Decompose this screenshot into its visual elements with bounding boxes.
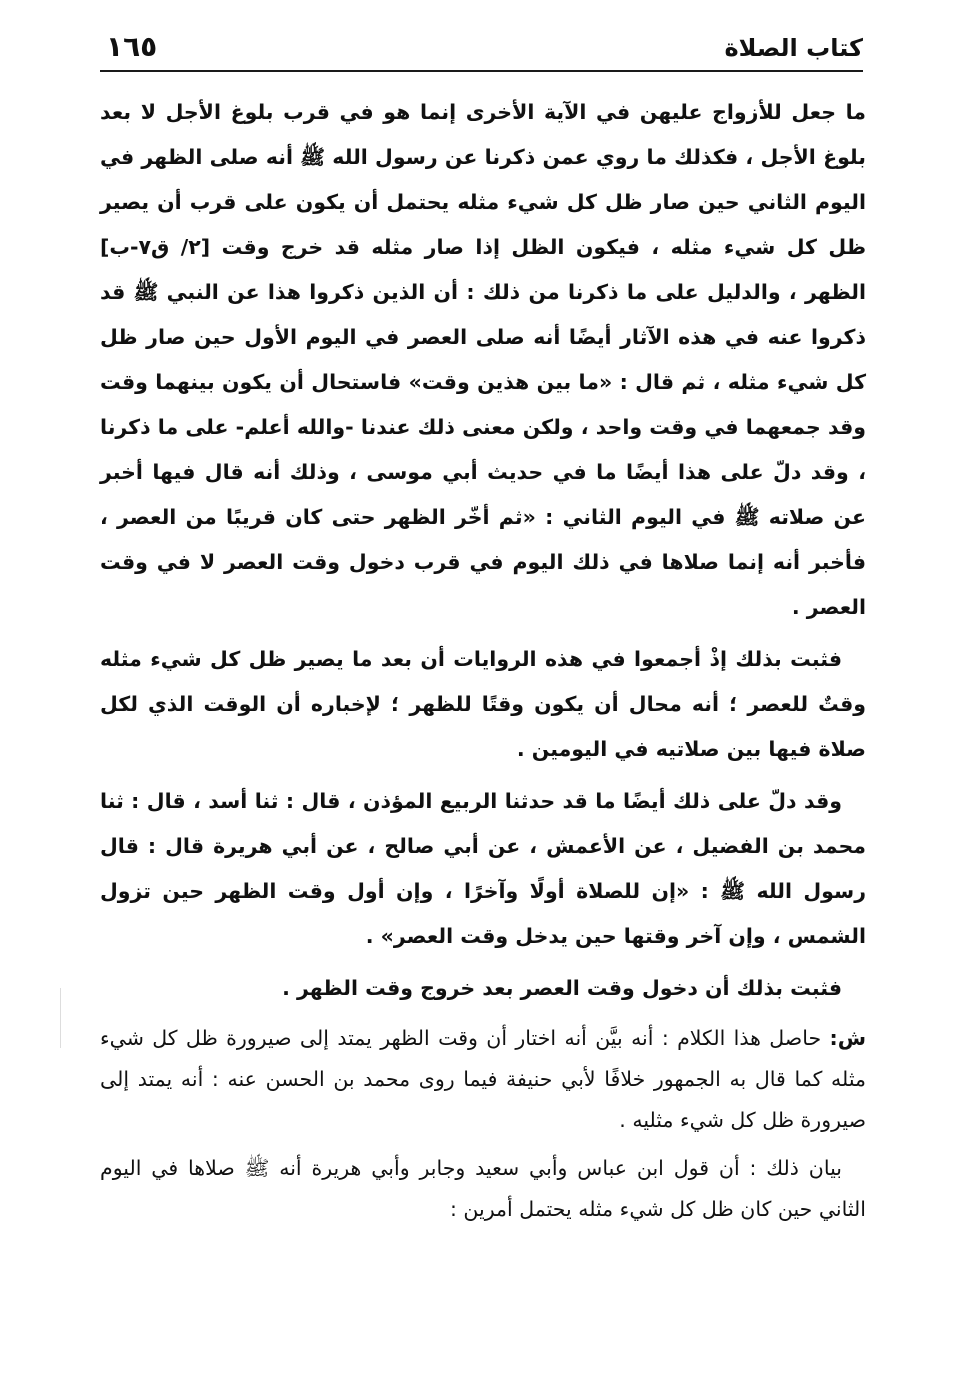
body-text <box>100 90 866 1237</box>
margin-mark <box>60 988 61 1048</box>
commentary-text: حاصل هذا الكلام : أنه بيَّن أنه اختار أن وقت الظهر يمتد إلى صيرورة ظل كل شيء مثله كما قال به الجمهور خلافًا لأبي حنيفة فيما روى محمد بن الحسن عنه : أنه يمتد إلى صيرورة ظل كل شيء مثليه . <box>100 1026 866 1132</box>
page-number: ١٦٥ <box>106 30 158 63</box>
paragraph-5 <box>100 1018 866 1141</box>
paragraph-6: بيان ذلك : أن قول ابن عباس وأبي سعيد وجابر وأبي هريرة أنه ﷺ صلاها في اليوم الثاني حين كان ظل كل شيء مثله يحتمل أمرين : <box>100 1156 866 1221</box>
paragraph-3: وقد دلّ على ذلك أيضًا ما قد حدثنا الربيع المؤذن ، قال : ثنا أسد ، قال : ثنا محمد بن الفضيل ، عن الأعمش ، عن أبي صالح ، عن أبي هريرة قال : قال رسول الله ﷺ : «إن للصلاة أولًا وآخرًا ، وإن أول وقت الظهر حين تزول الشمس ، وإن آخر وقتها حين يدخل وقت العصر» . <box>100 789 866 948</box>
paragraph-4: فثبت بذلك أن دخول وقت العصر بعد خروج وقت الظهر . <box>282 976 842 1000</box>
commentary-lead: ش: <box>829 1026 866 1050</box>
paragraph-2: فثبت بذلك إذْ أجمعوا في هذه الروايات أن بعد ما يصير ظل كل شيء مثله وقتٌ للعصر ؛ أنه محال أن يكون وقتًا للظهر ؛ لإخباره أن الوقت الذي لكل صلاة فيها بين صلاتيه في اليومين . <box>100 647 866 761</box>
paragraph-1: ما جعل للأزواج عليهن في الآية الأخرى إنما هو في قرب بلوغ الأجل لا بعد بلوغ الأجل ، فكذلك ما روي عمن ذكرنا عن رسول الله ﷺ أنه صلى الظهر في اليوم الثاني حين صار ظل كل شيء مثله يحتمل أن يكون على قرب أن يصير ظل كل شيء مثله ، فيكون الظل إذا صار مثله قد خرج وقت [٢/ ق٧-ب] الظهر ، والدليل على ما ذكرنا من ذلك : أن الذين ذكروا هذا عن النبي ﷺ قد ذكروا عنه في هذه الآثار أيضًا أنه صلى العصر في اليوم الأول حين صار ظل كل شيء مثله ، ثم قال : «ما بين هذين وقت» فاستحال أن يكون بينهما وقت وقد جمعهما في وقت واحد ، ولكن معنى ذلك عندنا -والله أعلم- على ما ذكرنا ، وقد دلّ على هذا أيضًا ما في حديث أبي موسى ، وذلك أنه قال فيها أخبر عن صلاته ﷺ في اليوم الثاني : «ثم أخّر الظهر حتى كان قريبًا من العصر ، فأخبر أنه إنما صلاها في ذلك اليوم في قرب دخول وقت العصر لا في وقت العصر . <box>100 100 867 619</box>
running-head: كتاب الصلاة <box>724 34 863 62</box>
page-header <box>100 28 863 72</box>
